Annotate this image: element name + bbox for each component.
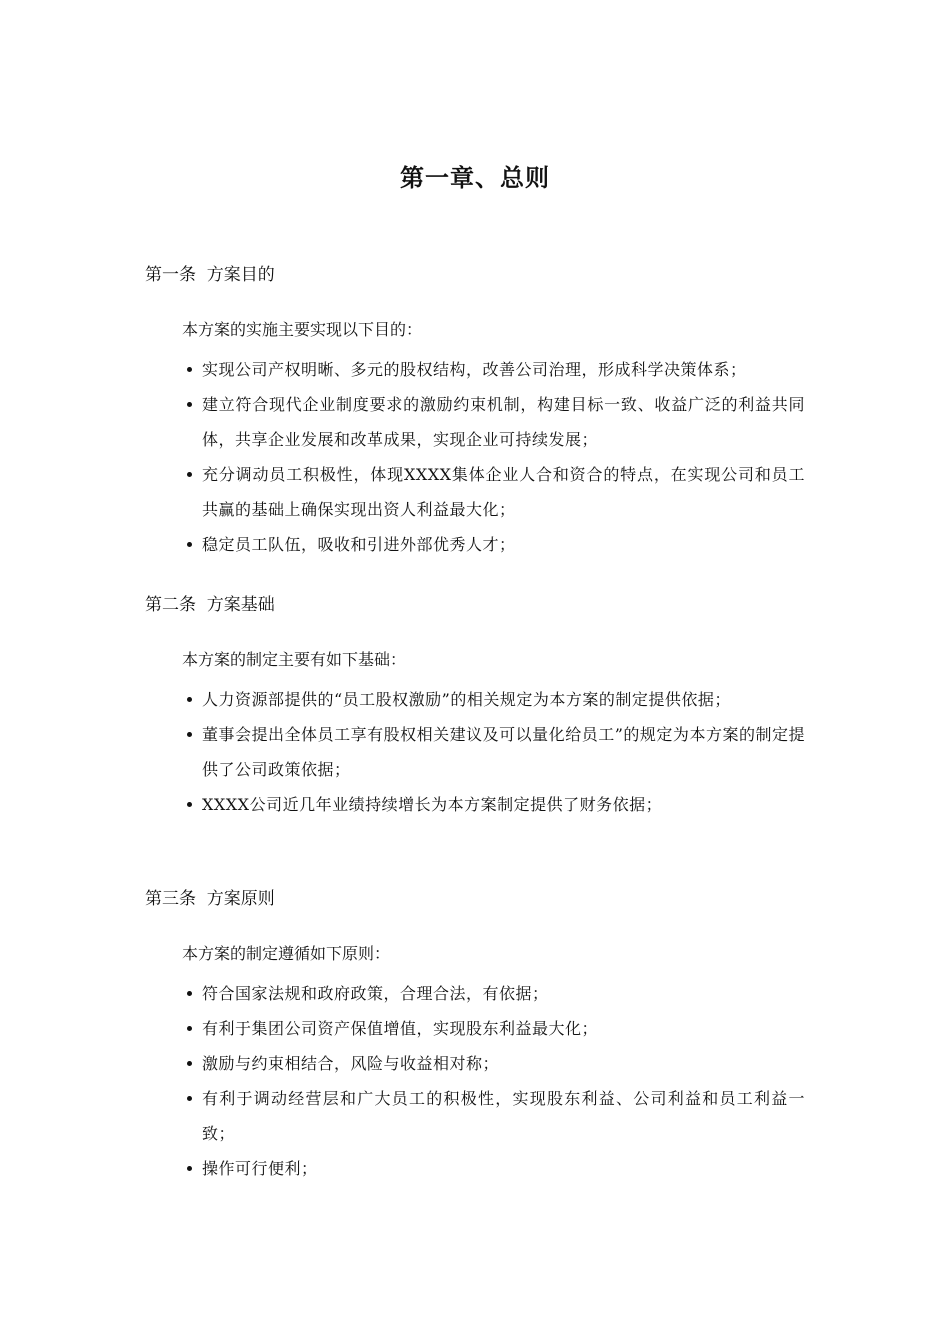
- bullet-icon: [187, 472, 192, 477]
- list-item: [145, 1151, 815, 1186]
- bullet-icon: [187, 367, 192, 372]
- list-item-text: 人力资源部提供的“员工股权激励”的相关规定为本方案的制定提供依据；: [202, 690, 731, 709]
- section-basis: [145, 592, 815, 822]
- bullet-icon: [187, 1061, 192, 1066]
- list-item-text: 充分调动员工积极性，体现XXXX集体企业人合和资合的特点，在实现公司和员工共赢的基础上确保实现出资人利益最大化；: [202, 465, 805, 519]
- section-heading: 第一条 方案目的: [145, 265, 275, 285]
- bullet-icon: [187, 402, 192, 407]
- section-intro: 本方案的制定主要有如下基础：: [182, 650, 407, 669]
- section-purpose: [145, 262, 815, 562]
- list-item-text: 实现公司产权明晰、多元的股权结构，改善公司治理，形成科学决策体系；: [202, 360, 747, 379]
- section-heading: 第三条 方案原则: [145, 889, 275, 909]
- list-item: [145, 976, 815, 1011]
- bullet-list: [145, 976, 815, 1186]
- list-item: [145, 387, 815, 457]
- list-item: [145, 1081, 815, 1151]
- list-item-text: XXXX公司近几年业绩持续增长为本方案制定提供了财务依据；: [202, 795, 663, 814]
- section-intro: 本方案的实施主要实现以下目的：: [182, 320, 423, 339]
- bullet-icon: [187, 991, 192, 996]
- list-item-text: 激励与约束相结合，风险与收益相对称；: [202, 1054, 500, 1073]
- bullet-icon: [187, 802, 192, 807]
- bullet-icon: [187, 542, 192, 547]
- section-principles: [145, 886, 815, 1186]
- list-item: [145, 457, 815, 527]
- bullet-icon: [187, 697, 192, 702]
- bullet-icon: [187, 1096, 192, 1101]
- section-heading: 第二条 方案基础: [145, 595, 275, 615]
- list-item: [145, 527, 815, 562]
- bullet-icon: [187, 1166, 192, 1171]
- list-item: [145, 1011, 815, 1046]
- list-item: [145, 1046, 815, 1081]
- list-item-text: 操作可行便利；: [202, 1159, 318, 1178]
- list-item-text: 符合国家法规和政府政策，合理合法，有依据；: [202, 984, 549, 1003]
- bullet-icon: [187, 732, 192, 737]
- bullet-list: [145, 352, 815, 562]
- chapter-title: 第一章、总则: [400, 164, 550, 192]
- list-item-text: 有利于集团公司资产保值增值，实现股东利益最大化；: [202, 1019, 599, 1038]
- list-item: [145, 682, 815, 717]
- list-item-text: 董事会提出全体员工享有股权相关建议及可以量化给员工”的规定为本方案的制定提供了公司政策依据；: [202, 725, 805, 779]
- list-item: [145, 352, 815, 387]
- section-intro: 本方案的制定遵循如下原则：: [182, 944, 391, 963]
- list-item: [145, 717, 815, 787]
- bullet-icon: [187, 1026, 192, 1031]
- bullet-list: [145, 682, 815, 822]
- list-item: [145, 787, 815, 822]
- list-item-text: 有利于调动经营层和广大员工的积极性，实现股东利益、公司利益和员工利益一致；: [202, 1089, 805, 1143]
- list-item-text: 稳定员工队伍，吸收和引进外部优秀人才；: [202, 535, 516, 554]
- list-item-text: 建立符合现代企业制度要求的激励约束机制，构建目标一致、收益广泛的利益共同体，共享企业发展和改革成果，实现企业可持续发展；: [202, 395, 805, 449]
